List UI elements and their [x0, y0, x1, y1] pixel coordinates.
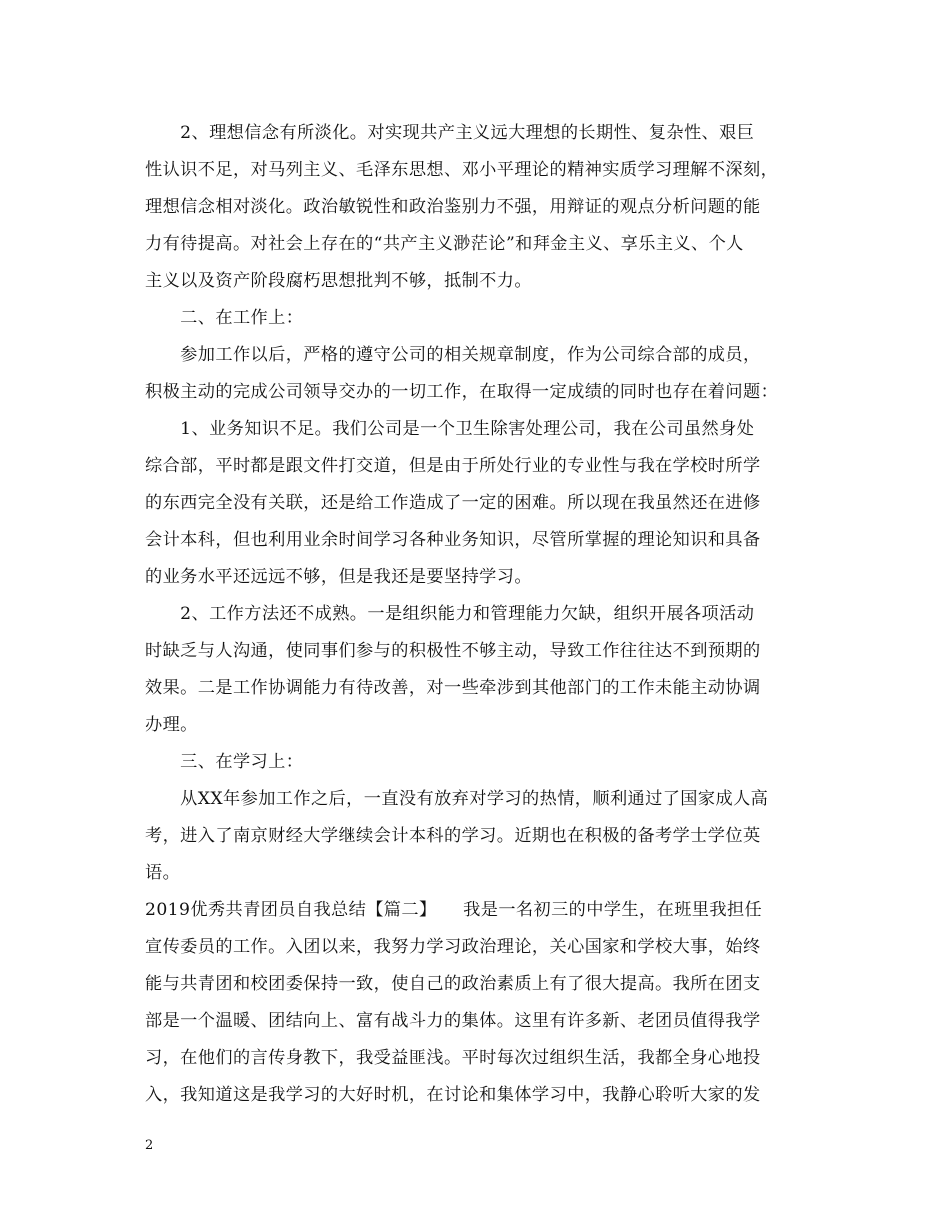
text-line: 部是一个温暖、团结向上、富有战斗力的集体。这里有许多新、老团员值得我学: [145, 1011, 761, 1031]
text-line: 时缺乏与人沟通，使同事们参与的积极性不够主动，导致工作往往达不到预期的: [145, 641, 761, 661]
text-line: 宣传委员的工作。入团以来，我努力学习政治理论，关心国家和学校大事，始终: [145, 937, 761, 957]
text-line: 理想信念相对淡化。政治敏锐性和政治鉴别力不强，用辩证的观点分析问题的能: [145, 197, 761, 217]
text-line: 考，进入了南京财经大学继续会计本科的学习。近期也在积极的备考学士学位英: [145, 826, 761, 846]
text-line: 力有待提高。对社会上存在的“共产主义渺茫论”和拜金主义、享乐主义、个人: [145, 234, 744, 254]
text-line: 的东西完全没有关联，还是给工作造成了一定的困难。所以现在我虽然还在进修: [145, 493, 761, 513]
text-line: 性认识不足，对马列主义、毛泽东思想、邓小平理论的精神实质学习理解不深刻，: [145, 160, 779, 180]
text-line: 2、工作方法还不成熟。一是组织能力和管理能力欠缺，组织开展各项活动: [145, 604, 755, 624]
text-line: 参加工作以后，严格的遵守公司的相关规章制度，作为公司综合部的成员，: [145, 345, 761, 365]
text-line: 主义以及资产阶段腐朽思想批判不够，抵制不力。: [145, 271, 532, 291]
text-line: 习，在他们的言传身教下，我受益匪浅。平时每次过组织生活，我都全身心地投: [145, 1048, 761, 1068]
text-line: 的业务水平还远远不够，但是我还是要坚持学习。: [145, 567, 532, 587]
text-line: 效果。二是工作协调能力有待改善，对一些牵涉到其他部门的工作未能主动协调: [145, 678, 761, 698]
text-line: 办理。: [145, 715, 198, 735]
page-number: 2: [145, 1138, 154, 1153]
section-heading: 二、在工作上：: [145, 308, 304, 328]
text-line: 1、业务知识不足。我们公司是一个卫生除害处理公司，我在公司虽然身处: [145, 419, 755, 439]
text-line: 入，我知道这是我学习的大好时机，在讨论和集体学习中，我静心聆听大家的发: [145, 1085, 761, 1105]
article-title-line: 2019优秀共青团员自我总结【篇二】 我是一名初三的中学生，在班里我担任: [145, 900, 763, 920]
text-line: 积极主动的完成公司领导交办的一切工作，在取得一定成绩的同时也存在着问题：: [145, 382, 779, 402]
text-line: 2、理想信念有所淡化。对实现共产主义远大理想的长期性、复杂性、艰巨: [145, 123, 755, 143]
text-line: 从XX年参加工作之后，一直没有放弃对学习的热情，顺利通过了国家成人高: [145, 789, 769, 809]
text-line: 能与共青团和校团委保持一致，使自己的政治素质上有了很大提高。我所在团支: [145, 974, 761, 994]
text-line: 综合部，平时都是跟文件打交道，但是由于所处行业的专业性与我在学校时所学: [145, 456, 761, 476]
text-line: 语。: [145, 863, 181, 883]
text-line: 会计本科，但也利用业余时间学习各种业务知识，尽管所掌握的理论知识和具备: [145, 530, 761, 550]
section-heading: 三、在学习上：: [145, 752, 304, 772]
